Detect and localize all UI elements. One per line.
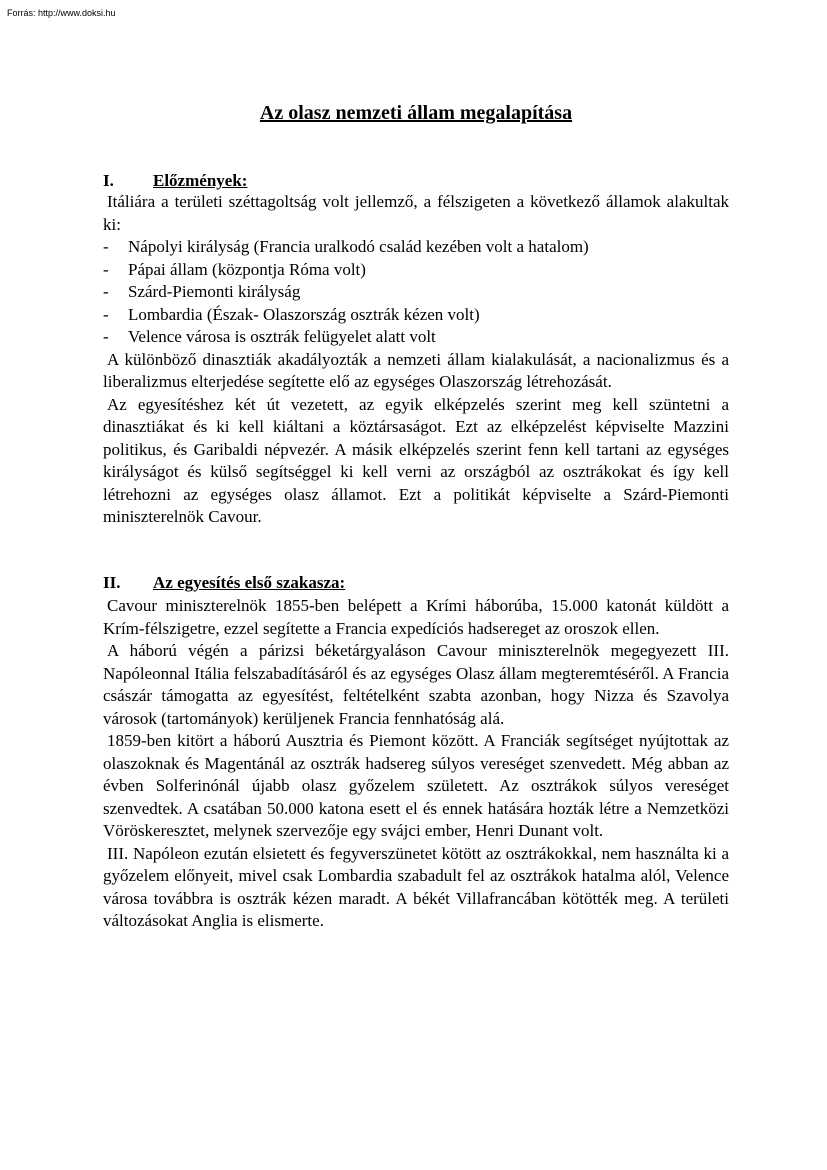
section-1-heading	[103, 170, 247, 192]
section-1-title: Előzmények:	[153, 171, 248, 190]
paragraph: 1859-ben kitört a háború Ausztria és Piemont között. A Franciák segítséget nyújtottak az olaszoknak és Magentánál az osztrák hadsereg súlyos vereséget szenvedett. Még abban az évben Solferinónál újabb olasz győzelem született. Az osztrákok súlyos vereséget szenvedtek. A csatában 50.000 katona esett el és ennek hatására hozták létre a Nemzetközi Vöröskeresztet, melynek szervezője egy svájci ember, Henri Dunant volt.	[103, 731, 729, 840]
paragraph: Az egyesítéshez két út vezetett, az egyik elképzelés szerint meg kell szüntetni a dinasztiákat és ki kell kiáltani a köztársaságot. Ezt az elképzelést képviselte Mazzini politikus, és Garibaldi népvezér. A másik elképzelés szerint fenn kell tartani az egységes királyságot és külső segítséggel ki kell verni az országból az osztrákokat és így kell létrehozni az egységes olasz államot. Ezt a politikát képviselte a Szárd-Piemonti miniszterelnök Cavour.	[103, 394, 729, 526]
list-marker: -	[103, 237, 109, 256]
list-item: - Nápolyi királyság (Francia uralkodó család kezében volt a hatalom)	[103, 236, 729, 259]
section-2-title: Az egyesítés első szakasza:	[153, 573, 346, 592]
list-item: - Lombardia (Észak- Olaszország osztrák kézen volt)	[103, 304, 729, 327]
list-marker: -	[103, 259, 109, 279]
section-1-number: I.	[103, 171, 114, 190]
paragraph: A háború végén a párizsi béketárgyaláson Cavour miniszterelnök megegyezett III. Napóleonnal Itália felszabadításáról és az egységes Olasz állam megteremtéséről. A Francia császár támogatta az egyesítést, feltételként szabta azonban, hogy Nizza és Szavolya városok (tartományok) kerüljenek Francia fennhatóság alá.	[103, 641, 729, 728]
state-list	[103, 236, 729, 349]
list-item: - Szárd-Piemonti királyság	[103, 281, 729, 304]
document-title: Az olasz nemzeti állam megalapítása	[259, 102, 573, 124]
list-item: - Pápai állam (központja Róma volt)	[103, 259, 729, 282]
section-2-heading	[103, 572, 345, 594]
list-marker: -	[103, 304, 109, 324]
section-1-body	[103, 191, 729, 529]
list-marker: -	[103, 327, 109, 346]
list-marker: -	[103, 282, 109, 301]
paragraph: Cavour miniszterelnök 1855-ben belépett a Krími háborúba, 15.000 katonát küldött a Krím-félszigetre, ezzel segítette a Francia expedíciós hadsereget az oroszok ellen.	[103, 596, 729, 638]
source-note: Forrás: http://www.doksi.hu	[7, 8, 116, 18]
section-2-body	[103, 595, 729, 933]
paragraph: III. Napóleon ezután elsietett és fegyverszünetet kötött az osztrákokkal, nem használta ki a győzelem előnyeit, mivel csak Lombardia szabadult fel az osztrákok hatalma alól, Velence városa továbbra is osztrák kézen maradt. A békét Villafrancában kötötték meg. A területi változásokat Anglia is elismerte.	[103, 843, 729, 930]
paragraph: A különböző dinasztiák akadályozták a nemzeti állam kialakulását, a nacionalizmus és a liberalizmus elterjedése segítette elő az egységes Olaszország létrehozását.	[103, 349, 729, 391]
section-2-number: II.	[103, 573, 121, 592]
section-1-intro: Itáliára a területi széttagoltság volt jellemző, a félszigeten a következő államok alakultak ki:	[103, 192, 729, 234]
list-item: - Velence városa is osztrák felügyelet alatt volt	[103, 326, 729, 349]
